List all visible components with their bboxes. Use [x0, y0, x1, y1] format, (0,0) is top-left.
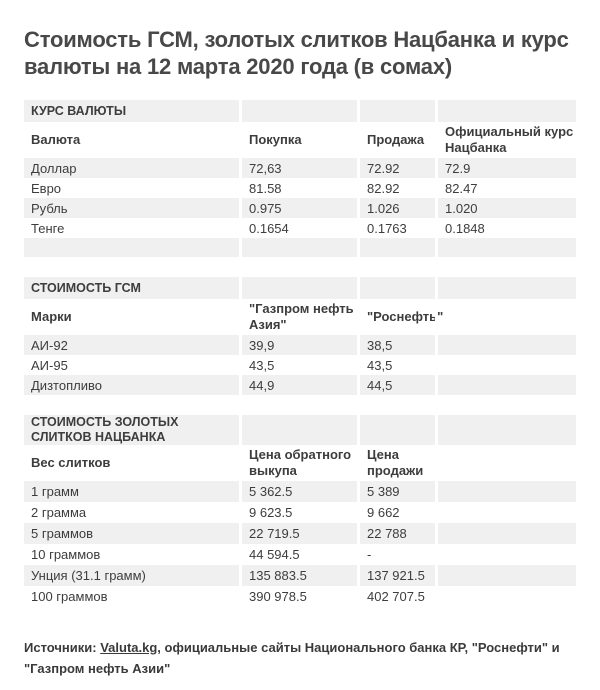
- column-header-row: [24, 445, 576, 481]
- empty-cell: [435, 335, 576, 355]
- column-header: Цена обратного выкупа: [239, 445, 357, 481]
- cell: 402 707.5: [357, 586, 435, 607]
- empty-cell: [239, 415, 357, 445]
- cell: 5 389: [357, 481, 435, 502]
- sources-prefix: Источники:: [24, 640, 101, 655]
- cell: 5 граммов: [31, 526, 94, 541]
- valuta-kg-link[interactable]: Valuta.kg: [100, 640, 158, 655]
- cell: 9 623.5: [239, 502, 357, 523]
- cell: АИ-95: [31, 357, 68, 373]
- empty-cell: [357, 415, 435, 445]
- empty-cell: [435, 445, 576, 481]
- column-header: Цена продажи: [357, 445, 435, 481]
- column-header: Валюта: [31, 132, 81, 147]
- cell: 100 граммов: [31, 589, 108, 604]
- table-row: [24, 178, 576, 198]
- currency-rates-table: [24, 100, 576, 257]
- cell: 0.975: [239, 198, 357, 218]
- empty-cell: [435, 586, 576, 607]
- table-row: [24, 198, 576, 218]
- cell: 2 грамма: [31, 505, 87, 520]
- empty-cell: [435, 544, 576, 565]
- cell: 22 719.5: [239, 523, 357, 544]
- cell: 1 грамм: [31, 484, 79, 499]
- page-title: Стоимость ГСМ, золотых слитков Нацбанка и курс валюты на 12 марта 2020 года (в сомах): [24, 27, 569, 79]
- empty-cell: [435, 100, 576, 122]
- cell: 5 362.5: [239, 481, 357, 502]
- column-header: Марки: [31, 309, 72, 324]
- section-header-row: [24, 415, 576, 445]
- cell: 135 883.5: [239, 565, 357, 586]
- column-header-row: [24, 299, 576, 335]
- column-header: "Газпром нефть Азия": [239, 299, 357, 335]
- cell: 10 граммов: [31, 547, 101, 562]
- table-row: [24, 523, 576, 544]
- empty-cell: [239, 100, 357, 122]
- table-row: [24, 586, 576, 607]
- cell: 44 594.5: [239, 544, 357, 565]
- table-row: [24, 565, 576, 586]
- empty-cell: [357, 277, 435, 299]
- table-row: [24, 158, 576, 178]
- cell: 72,63: [239, 158, 357, 178]
- cell: Рубль: [31, 200, 68, 216]
- cell: 0.1763: [357, 218, 435, 238]
- fuel-prices-table: [24, 277, 576, 395]
- section-header-row: [24, 100, 576, 122]
- empty-cell: [239, 238, 357, 257]
- empty-cell: [435, 299, 576, 335]
- empty-cell: [435, 565, 576, 586]
- cell: 43,5: [239, 355, 357, 375]
- empty-cell: [435, 523, 576, 544]
- empty-cell: [435, 238, 576, 257]
- empty-cell: [435, 415, 576, 445]
- column-header: Продажа: [357, 122, 435, 158]
- table-row: [24, 335, 576, 355]
- empty-cell: [435, 481, 576, 502]
- cell: АИ-92: [31, 337, 68, 353]
- section-title: СТОИМОСТЬ ГСМ: [31, 280, 141, 295]
- cell: 81.58: [239, 178, 357, 198]
- sources-suffix: , официальные сайты Национального банка КР, "Роснефти" и "Газпром нефть Азии": [24, 640, 560, 676]
- cell: 0.1654: [239, 218, 357, 238]
- cell: 43,5: [357, 355, 435, 375]
- table-row: [24, 375, 576, 395]
- column-header: Официальный курс Нацбанка: [435, 122, 576, 158]
- empty-cell: [24, 238, 239, 257]
- cell: Унция (31.1 грамм): [31, 568, 146, 583]
- column-header-row: [24, 122, 576, 158]
- table-row: [24, 218, 576, 238]
- cell: 390 978.5: [239, 586, 357, 607]
- empty-cell: [357, 100, 435, 122]
- column-header: Покупка: [239, 122, 357, 158]
- cell: 22 788: [357, 523, 435, 544]
- cell: 1.020: [435, 198, 576, 218]
- empty-cell: [357, 238, 435, 257]
- cell: 82.47: [435, 178, 576, 198]
- section-title: КУРС ВАЛЮТЫ: [31, 103, 127, 118]
- cell: Тенге: [31, 220, 65, 236]
- empty-row: [24, 238, 576, 257]
- empty-cell: [435, 355, 576, 375]
- cell: 82.92: [357, 178, 435, 198]
- cell: 44,5: [357, 375, 435, 395]
- cell: Евро: [31, 180, 62, 196]
- cell: 39,9: [239, 335, 357, 355]
- table-row: [24, 355, 576, 375]
- cell: 72.92: [357, 158, 435, 178]
- empty-cell: [435, 375, 576, 395]
- cell: 9 662: [357, 502, 435, 523]
- empty-cell: [435, 502, 576, 523]
- cell: Доллар: [31, 160, 77, 176]
- cell: 137 921.5: [357, 565, 435, 586]
- sources-note: [24, 637, 576, 679]
- cell: 72.9: [435, 158, 576, 178]
- cell: 38,5: [357, 335, 435, 355]
- table-row: [24, 481, 576, 502]
- gold-bars-table: [24, 415, 576, 607]
- section-header-row: [24, 277, 576, 299]
- empty-cell: [239, 277, 357, 299]
- table-row: [24, 544, 576, 565]
- cell: Дизтопливо: [31, 377, 102, 393]
- cell: 1.026: [357, 198, 435, 218]
- empty-cell: [435, 277, 576, 299]
- column-header: "Роснефть": [357, 299, 435, 335]
- cell: -: [357, 544, 435, 565]
- section-title: СТОИМОСТЬ ЗОЛОТЫХ СЛИТКОВ НАЦБАНКА: [31, 415, 179, 444]
- column-header: Вес слитков: [31, 455, 111, 470]
- table-row: [24, 502, 576, 523]
- cell: 44,9: [239, 375, 357, 395]
- cell: 0.1848: [435, 218, 576, 238]
